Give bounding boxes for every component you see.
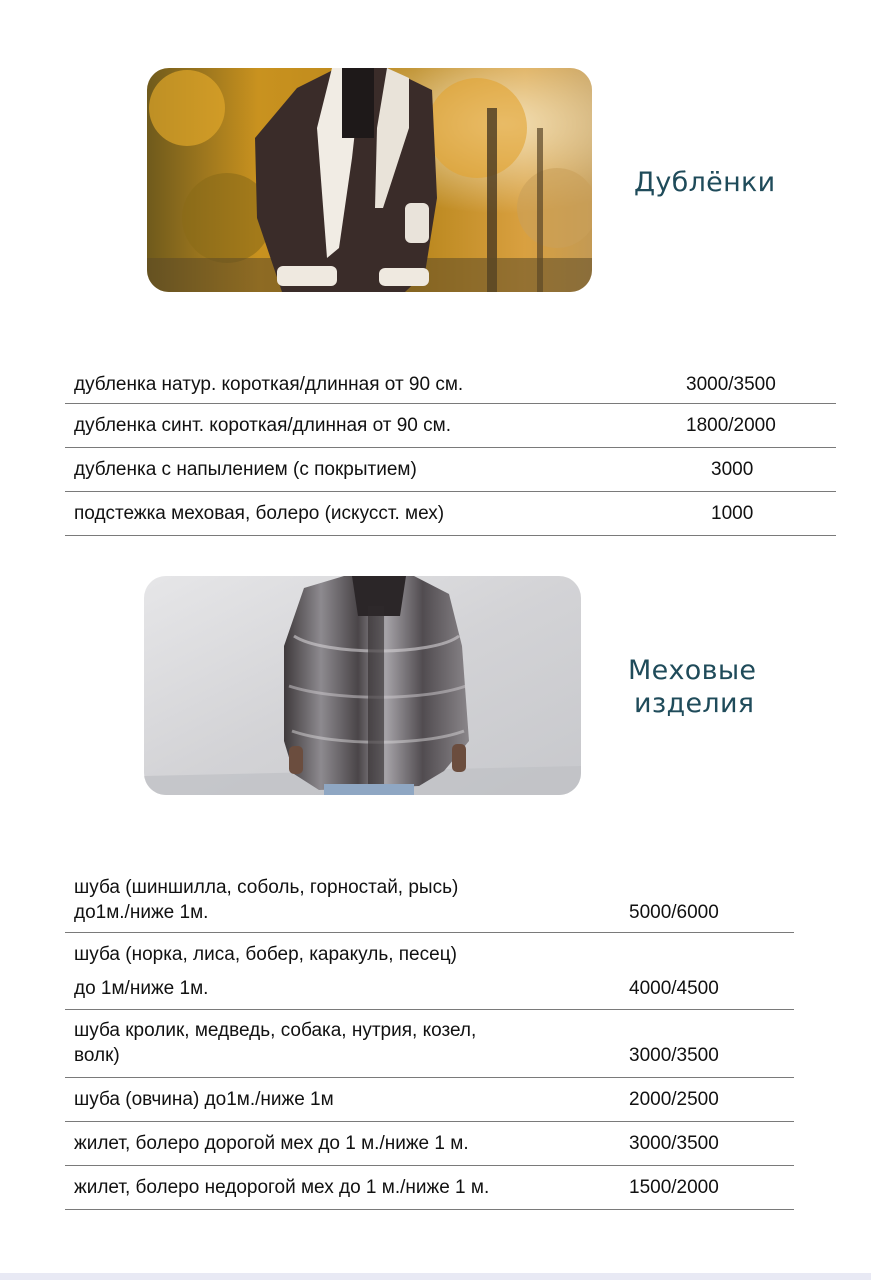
item-name: шуба (овчина) до1м./ниже 1м <box>74 1089 334 1110</box>
table-row <box>65 870 794 933</box>
item-price: 3000/3500 <box>629 1045 719 1066</box>
table-row <box>65 366 836 404</box>
item-price: 5000/6000 <box>629 902 719 923</box>
fur-price-table <box>65 870 794 1212</box>
item-name: дубленка с напылением (с покрытием) <box>74 459 417 480</box>
item-price: 1800/2000 <box>686 415 776 436</box>
item-name-line1: шуба кролик, медведь, собака, нутрия, козел, <box>74 1020 477 1041</box>
section-title-fur <box>628 654 756 720</box>
item-name-line2: до 1м/ниже 1м. <box>74 978 209 999</box>
table-row <box>65 404 836 448</box>
item-price: 2000/2500 <box>629 1089 719 1110</box>
section-title-fur-line2: изделия <box>634 688 755 719</box>
item-price: 3000/3500 <box>686 374 776 395</box>
item-name: жилет, болеро недорогой мех до 1 м./ниже 1 м. <box>74 1177 490 1198</box>
table-row <box>65 1122 794 1166</box>
table-row <box>65 1078 794 1122</box>
item-name-line2: до1м./ниже 1м. <box>74 902 209 923</box>
item-price: 3000 <box>711 459 754 480</box>
section-title-fur-line1: Меховые <box>628 655 757 686</box>
page-bottom-strip <box>0 1273 871 1280</box>
item-price: 3000/3500 <box>629 1133 719 1154</box>
item-name-line1: шуба (шиншилла, соболь, горностай, рысь) <box>74 877 459 898</box>
item-name <box>74 875 458 925</box>
item-name: дубленка синт. короткая/длинная от 90 см. <box>74 415 451 436</box>
sheepskin-coat-photo <box>147 68 592 292</box>
item-name: жилет, болеро дорогой мех до 1 м./ниже 1 м. <box>74 1133 469 1154</box>
item-price: 4000/4500 <box>629 978 719 999</box>
item-price: 1500/2000 <box>629 1177 719 1198</box>
item-name-line2: волк) <box>74 1045 120 1066</box>
table-row <box>65 933 794 1010</box>
sheepskin-price-table <box>65 366 836 536</box>
item-price: 1000 <box>711 503 754 524</box>
item-name-line1: шуба (норка, лиса, бобер, каракуль, песец) <box>74 944 457 965</box>
item-name <box>74 939 457 1004</box>
fur-coat-photo <box>144 576 581 795</box>
item-name: дубленка натур. короткая/длинная от 90 см. <box>74 374 464 395</box>
item-name: подстежка меховая, болеро (искусст. мех) <box>74 503 445 524</box>
table-row <box>65 1166 794 1210</box>
table-row <box>65 1010 794 1078</box>
item-name <box>74 1018 476 1068</box>
section-title-sheepskin: Дублёнки <box>634 167 776 198</box>
table-row <box>65 448 836 492</box>
table-row <box>65 492 836 536</box>
